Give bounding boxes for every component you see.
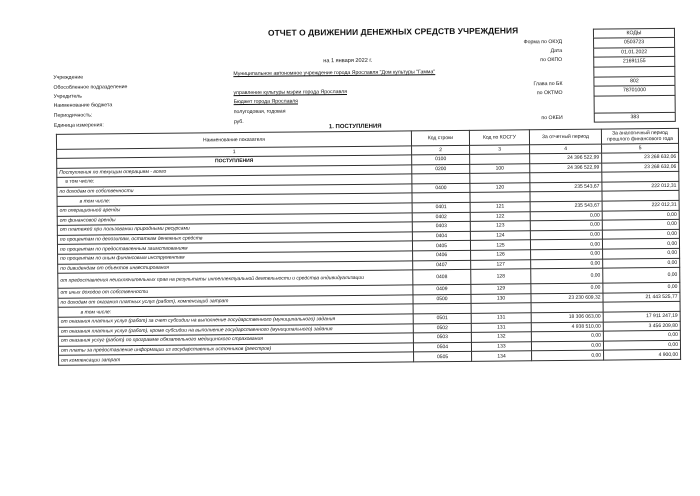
cell-name: от компенсации затрат xyxy=(59,352,414,365)
cell-name: Поступления по текущим операциям - всего xyxy=(57,164,412,177)
cell-name: по процентам по депозитам, остаткам денежных средств xyxy=(57,232,412,245)
cell-current: 4 938 510,00 xyxy=(531,322,603,332)
cell-kosgu xyxy=(470,173,530,183)
cell-name: в том числе: xyxy=(57,174,412,187)
cell-line: 0402 xyxy=(412,212,470,222)
institution-label: Учреждение xyxy=(53,74,84,81)
cell-previous: 4 900,00 xyxy=(604,350,681,360)
institution-value: Муниципальное автономное учреждение города Ярославля "Дом культуры "Гамма" xyxy=(233,69,436,78)
col-number: 3 xyxy=(470,145,530,155)
cell-name: от финансовой аренды xyxy=(57,212,412,225)
cell-line: 0501 xyxy=(413,313,471,323)
cell-name: от оказания услуг (работ) по программе обязательного медицинского страхования xyxy=(58,333,413,346)
cell-current: 0,00 xyxy=(530,230,602,240)
report-title: ОТЧЕТ О ДВИЖЕНИИ ДЕНЕЖНЫХ СРЕДСТВ УЧРЕЖДЕНИЯ xyxy=(267,25,519,38)
date-code: 01.01.2022 xyxy=(593,47,675,57)
codes-header: КОДЫ xyxy=(593,28,675,38)
col-number: 1 xyxy=(57,146,412,158)
cell-previous: 0,00 xyxy=(603,282,680,292)
cell-line: 0200 xyxy=(412,164,470,174)
cell-line: 0400 xyxy=(412,183,470,193)
cell-previous: 0,00 xyxy=(602,219,679,229)
cell-name: от оказания платных услуг (работ), кроме субсидии на выполнение государственного (муниципального) задания xyxy=(58,323,413,336)
oktmo-code: 78701000 xyxy=(593,86,675,96)
codes-box xyxy=(593,28,676,123)
cell-name: от платы за предоставление информации из государственных источников (реестров) xyxy=(58,343,413,356)
cell-previous: 0,00 xyxy=(602,210,679,220)
cell-name: от иных доходов от собственности xyxy=(58,285,413,298)
cell-current: 18 306 063,00 xyxy=(531,312,603,322)
cell-kosgu: 125 xyxy=(470,240,530,250)
cell-name: в том числе: xyxy=(58,304,413,317)
cell-name: по доходам от оказания платных услуг (работ), компенсаций затрат xyxy=(58,295,413,308)
cell-kosgu xyxy=(470,154,530,164)
col-header-current: За отчетный период xyxy=(529,129,601,145)
receipts-table xyxy=(56,128,681,366)
cell-previous: 0,00 xyxy=(602,239,679,249)
report-date: на 1 января 2022 г. xyxy=(323,57,373,65)
cell-previous: 0,00 xyxy=(603,258,680,268)
cell-previous: 0,00 xyxy=(603,330,680,340)
col-number: 4 xyxy=(530,144,602,154)
date-label: Дата xyxy=(550,47,563,55)
cell-kosgu: 124 xyxy=(470,231,530,241)
bk-label: Глава по БК xyxy=(533,80,563,88)
cell-name: по процентам по предоставленным заимствованиям xyxy=(57,241,412,254)
cell-previous: 3 456 209,80 xyxy=(603,321,680,331)
cell-current: 24 396 522,99 xyxy=(530,153,602,163)
cell-name: ПОСТУПЛЕНИЯ xyxy=(57,155,412,168)
cell-name: в том числе: xyxy=(57,193,412,206)
col-header-previous: За аналогичный период прошлого финансового года xyxy=(601,128,678,144)
cell-line: 0406 xyxy=(413,250,471,260)
cell-line: 0500 xyxy=(413,294,471,304)
col-header-line: Код строки xyxy=(411,130,469,146)
cell-previous: 222 012,31 xyxy=(602,181,679,191)
founder-value: управление культуры мэрии города Ярославля xyxy=(233,89,348,97)
cell-previous: 21 443 525,77 xyxy=(603,292,680,302)
cell-line: 0503 xyxy=(413,332,471,342)
cell-previous: 17 911 247,19 xyxy=(603,311,680,321)
cell-previous: 0,00 xyxy=(603,267,680,283)
unit-value: руб. xyxy=(233,119,244,126)
cell-previous: 0,00 xyxy=(603,340,680,350)
cell-line: 0502 xyxy=(413,323,471,333)
cell-kosgu: 122 xyxy=(470,211,530,221)
cell-previous: 222 012,31 xyxy=(602,200,679,210)
col-number: 5 xyxy=(602,143,679,153)
cell-kosgu: 121 xyxy=(470,202,530,212)
cell-line: 0404 xyxy=(412,231,470,241)
col-header-name: Наименование показателя xyxy=(56,131,411,149)
cell-current: 0,00 xyxy=(530,239,602,249)
cell-name: от оказания платных услуг (работ) за счет субсидии на выполнение государственного (муниципального) задания xyxy=(58,314,413,327)
cell-current: 0,00 xyxy=(532,350,604,360)
cell-kosgu: 120 xyxy=(470,183,530,193)
cell-kosgu: 126 xyxy=(471,250,531,260)
cell-kosgu xyxy=(471,303,531,313)
cell-line xyxy=(412,174,470,184)
okpo-code: 21691155 xyxy=(593,57,675,67)
cell-current: 0,00 xyxy=(531,249,603,259)
cell-name: от операционной аренды xyxy=(57,203,412,216)
founder-label: Учредитель xyxy=(53,93,82,100)
cell-current: 24 396 522,99 xyxy=(530,163,602,173)
cell-current: 235 543,67 xyxy=(530,201,602,211)
cell-name: по доходам от собственности xyxy=(57,184,412,197)
cell-kosgu: 133 xyxy=(471,341,531,351)
cell-name: от предоставления неисключительных прав на результаты интеллектуальной деятельности и средства индивидуализации xyxy=(58,270,413,288)
cell-previous: 0,00 xyxy=(603,248,680,258)
cell-kosgu xyxy=(470,192,530,202)
okei-code: 383 xyxy=(594,111,676,122)
cell-line: 0504 xyxy=(413,342,471,352)
cell-kosgu: 128 xyxy=(471,269,531,285)
cell-line xyxy=(412,193,470,203)
cell-kosgu: 131 xyxy=(471,313,531,323)
unit-label: Единица измерения: xyxy=(53,122,104,129)
okpo-label: по ОКПО xyxy=(540,56,563,64)
cell-name: от платежей при пользовании природными ресурсами xyxy=(57,222,412,235)
oktmo-label: по ОКТМО xyxy=(536,89,563,97)
cell-line: 0408 xyxy=(413,269,471,285)
form-code: 0503723 xyxy=(593,37,675,48)
cell-kosgu: 131 xyxy=(471,322,531,332)
cell-kosgu: 123 xyxy=(470,221,530,231)
cell-current: 0,00 xyxy=(531,268,603,284)
period-value: полугодовая, годовая xyxy=(233,108,286,116)
division-label: Обособленное подразделение xyxy=(53,84,128,91)
cell-current: 23 230 609,32 xyxy=(531,293,603,303)
section-title: 1. ПОСТУПЛЕНИЯ xyxy=(328,123,382,131)
period-label: Периодичность: xyxy=(53,112,93,119)
cell-current: 0,00 xyxy=(531,331,603,341)
cell-current: 0,00 xyxy=(531,283,603,293)
cell-current: 0,00 xyxy=(530,211,602,221)
cell-current: 0,00 xyxy=(531,259,603,269)
cell-line: 0407 xyxy=(413,260,471,270)
col-number: 2 xyxy=(412,145,470,155)
bk-code: 802 xyxy=(593,75,675,86)
cell-name: по процентам по иным финансовым инструментам xyxy=(58,251,413,264)
cell-line: 0409 xyxy=(413,284,471,294)
cell-line: 0403 xyxy=(412,222,470,232)
cell-previous: 23 268 632,06 xyxy=(602,152,679,162)
cell-previous: 23 268 632,06 xyxy=(602,162,679,172)
cell-name: по дивидендам от объектов инвестирования xyxy=(58,260,413,273)
col-header-kosgu: Код по КОСГУ xyxy=(469,130,529,146)
cell-kosgu: 127 xyxy=(471,259,531,269)
cell-line xyxy=(413,304,471,314)
cell-kosgu: 130 xyxy=(471,293,531,303)
cell-line: 0100 xyxy=(412,154,470,164)
cell-current: 0,00 xyxy=(530,220,602,230)
cell-kosgu: 134 xyxy=(472,351,532,361)
cell-current: 0,00 xyxy=(531,341,603,351)
form-label: Форма по ОКУД xyxy=(523,38,563,46)
cell-current: 235 543,67 xyxy=(530,182,602,192)
cell-line: 0405 xyxy=(412,241,470,251)
cell-kosgu: 132 xyxy=(471,332,531,342)
budget-value: Бюджет города Ярославля xyxy=(233,98,299,106)
cell-line: 0401 xyxy=(412,202,470,212)
cell-kosgu: 129 xyxy=(471,284,531,294)
cell-kosgu: 100 xyxy=(470,163,530,173)
cell-previous: 0,00 xyxy=(602,229,679,239)
budget-label: Наименование бюджета xyxy=(53,102,113,109)
okei-label: по ОКЕИ xyxy=(541,114,563,122)
cell-line: 0505 xyxy=(414,352,472,362)
